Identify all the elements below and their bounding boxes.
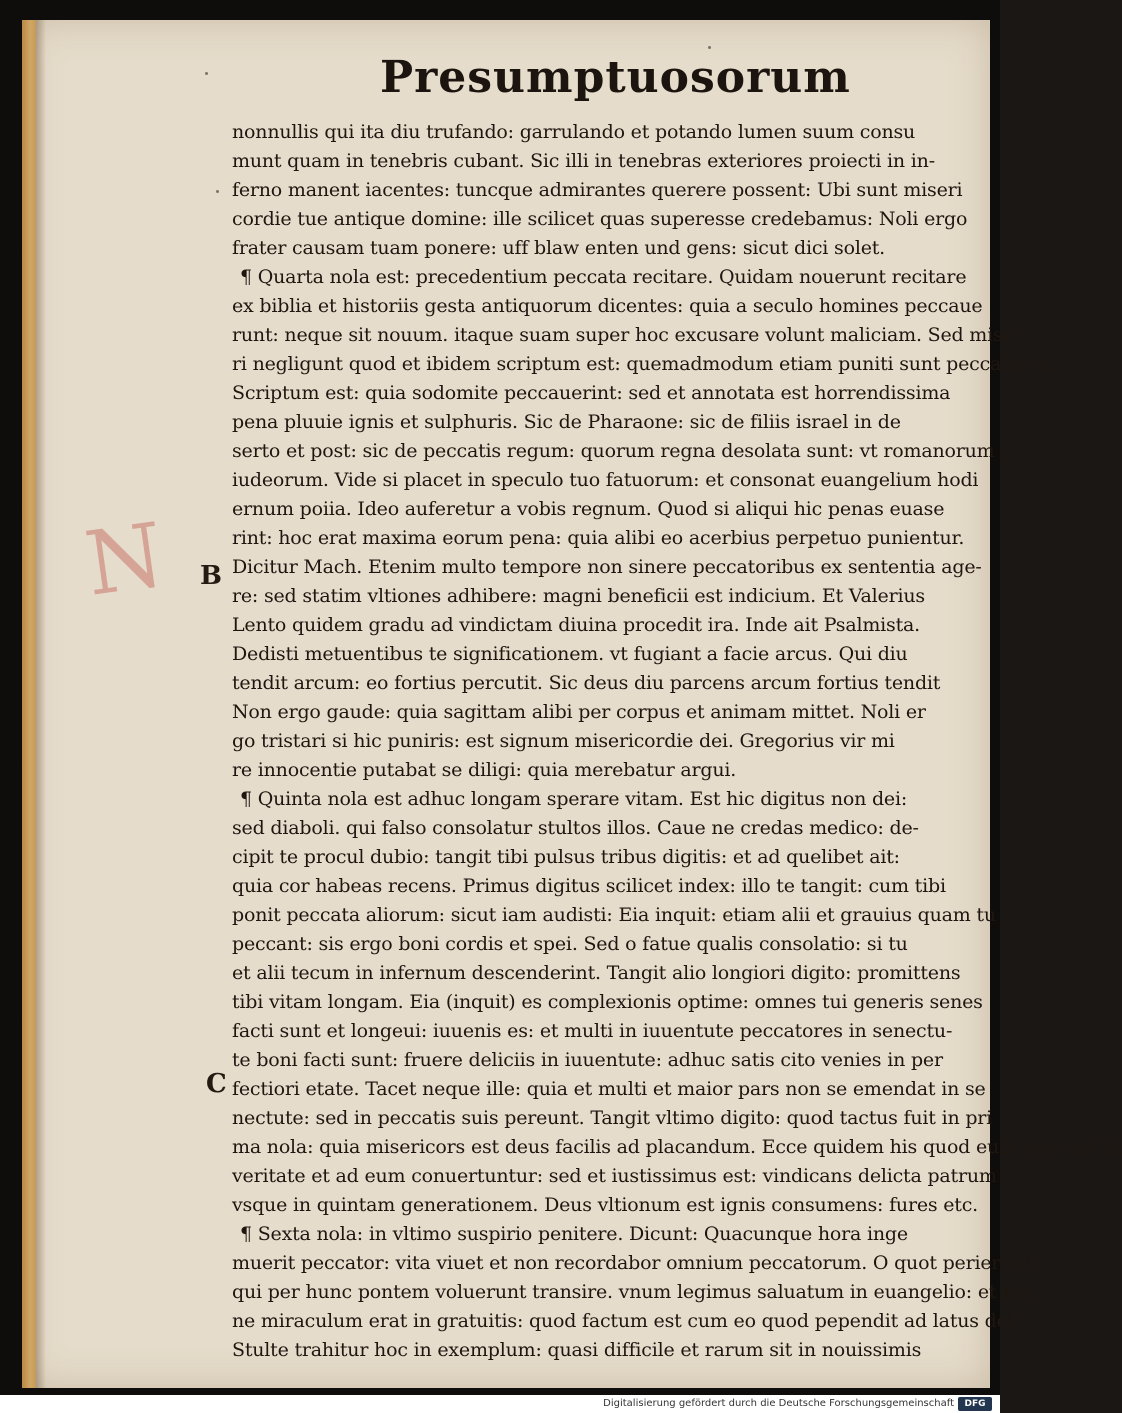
text-line: et alii tecum in infernum descenderint. Tangit alio longiori digito: promittens: [232, 962, 961, 984]
text-line: ne miraculum erat in gratuitis: quod factum est cum eo quod pependit ad latus dei.: [232, 1310, 1020, 1332]
text-line: Stulte trahitur hoc in exemplum: quasi difficile et rarum sit in nouissimis: [232, 1339, 922, 1361]
text-line: sed diaboli. qui falso consolatur stultos illos. Caue ne credas medico: de-: [232, 817, 919, 839]
text-line: ponit peccata aliorum: sicut iam audisti: Eia inquit: etiam alii et grauius quam tu: [232, 904, 996, 926]
text-line: pena pluuie ignis et sulphuris. Sic de Pharaone: sic de filiis israel in de: [232, 411, 901, 433]
text-line: fectiori etate. Tacet neque ille: quia et multi et maior pars non se emendat in se: [232, 1078, 986, 1100]
text-line: Scriptum est: quia sodomite peccauerint: sed et annotata est horrendissima: [232, 382, 951, 404]
text-line: go tristari si hic puniris: est signum misericordie dei. Gregorius vir mi: [232, 730, 895, 752]
text-line: qui per hunc pontem voluerunt transire. vnum legimus saluatum in euangelio: et pla: [232, 1281, 1032, 1303]
text-line: quia cor habeas recens. Primus digitus scilicet index: illo te tangit: cum tibi: [232, 875, 946, 897]
page-gutter-shadow: [36, 20, 46, 1388]
text-line: iudeorum. Vide si placet in speculo tuo fatuorum: et consonat euangelium hodi: [232, 469, 979, 491]
text-line: veritate et ad eum conuertuntur: sed et iustissimus est: vindicans delicta patrum: [232, 1165, 997, 1187]
page-edge: [22, 20, 36, 1388]
text-line: ¶ Sexta nola: in vltimo suspirio penitere. Dicunt: Quacunque hora inge: [240, 1223, 908, 1245]
text-line: ernum poiia. Ideo auferetur a vobis regnum. Quod si aliqui hic penas euase: [232, 498, 945, 520]
text-line: serto et post: sic de peccatis regum: quorum regna desolata sunt: vt romanorum: [232, 440, 995, 462]
paper-speck: [708, 46, 711, 49]
text-line: nectute: sed in peccatis suis pereunt. Tangit vltimo digito: quod tactus fuit in pri: [232, 1107, 993, 1129]
text-line: cipit te procul dubio: tangit tibi pulsus tribus digitis: et ad quelibet ait:: [232, 846, 900, 868]
text-line: ex biblia et historiis gesta antiquorum dicentes: quia a seculo homines peccaue: [232, 295, 983, 317]
text-block: [232, 118, 1122, 1365]
text-line: re: sed statim vltiones adhibere: magni beneficii est indicium. Et Valerius: [232, 585, 925, 607]
margin-letter-c: C: [206, 1069, 227, 1099]
ink-stamp-mark: N: [79, 503, 170, 616]
text-line: muerit peccator: vita viuet et non recordabor omnium peccatorum. O quot perierunt:: [232, 1252, 1038, 1274]
text-line: rint: hoc erat maxima eorum pena: quia alibi eo acerbius perpetuo punientur.: [232, 527, 965, 549]
text-line: peccant: sis ergo boni cordis et spei. Sed o fatue qualis consolatio: si tu: [232, 933, 908, 955]
text-line: Lento quidem gradu ad vindictam diuina procedit ira. Inde ait Psalmista.: [232, 614, 920, 636]
text-line: frater causam tuam ponere: uff blaw enten und gens: sicut dici solet.: [232, 237, 886, 259]
text-line: Dedisti metuentibus te significationem. vt fugiant a facie arcus. Qui diu: [232, 643, 908, 665]
text-line: ¶ Quarta nola est: precedentium peccata recitare. Quidam nouerunt recitare: [240, 266, 967, 288]
text-line: facti sunt et longeui: iuuenis es: et multi in iuuentute peccatores in senectu-: [232, 1020, 953, 1042]
text-line: Non ergo gaude: quia sagittam alibi per corpus et animam mittet. Noli er: [232, 701, 926, 723]
text-line: Dicitur Mach. Etenim multo tempore non sinere peccatoribus ex sententia age-: [232, 556, 982, 578]
footer-bar: [0, 1395, 1000, 1413]
text-line: munt quam in tenebris cubant. Sic illi in tenebras exteriores proiecti in in-: [232, 150, 935, 172]
paper-speck: [205, 72, 208, 75]
text-line: te boni facti sunt: fruere deliciis in iuuentute: adhuc satis cito venies in per: [232, 1049, 943, 1071]
text-line: runt: neque sit nouum. itaque suam super hoc excusare volunt maliciam. Sed mise-: [232, 324, 1020, 346]
text-line: tibi vitam longam. Eia (inquit) es complexionis optime: omnes tui generis senes: [232, 991, 983, 1013]
text-line: ¶ Quinta nola est adhuc longam sperare vitam. Est hic digitus non dei:: [240, 788, 908, 810]
text-line: cordie tue antique domine: ille scilicet quas superesse credebamus: Noli ergo: [232, 208, 968, 230]
running-title: Presumptuosorum: [380, 52, 851, 103]
text-line: ma nola: quia misericors est deus facilis ad placandum. Ecce quidem his quod eum querunt in: [232, 1136, 1122, 1158]
paper-speck: [216, 190, 219, 193]
text-line: vsque in quintam generationem. Deus vltionum est ignis consumens: fures etc.: [232, 1194, 979, 1216]
footer-credit: Digitalisierung gefördert durch die Deutsche Forschungsgemeinschaft: [603, 1398, 954, 1409]
margin-letter-b: B: [200, 561, 222, 591]
text-line: ferno manent iacentes: tuncque admirantes querere possent: Ubi sunt miseri: [232, 179, 963, 201]
text-line: nonnullis qui ita diu trufando: garrulando et potando lumen suum consu: [232, 121, 916, 143]
dfg-logo-icon: DFG: [958, 1397, 992, 1411]
text-line: re innocentie putabat se diligi: quia merebatur argui.: [232, 759, 737, 781]
text-line: tendit arcum: eo fortius percutit. Sic deus diu parcens arcum fortius tendit: [232, 672, 941, 694]
text-line: ri negligunt quod et ibidem scriptum est: quemadmodum etiam puniti sunt peccatores.: [232, 353, 1056, 375]
